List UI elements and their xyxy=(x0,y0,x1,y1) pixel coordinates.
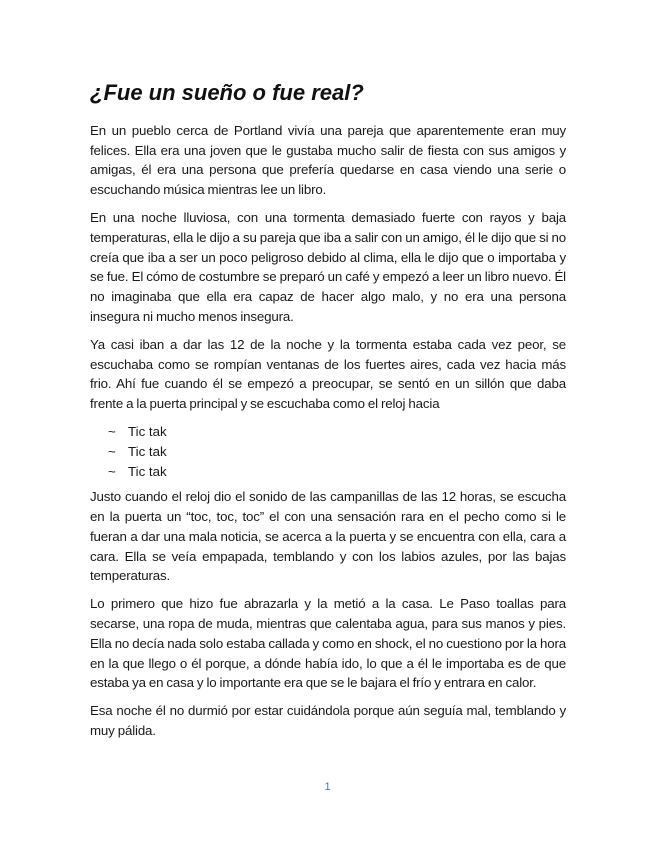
paragraph: Lo primero que hizo fue abrazarla y la metió a la casa. Le Paso toallas para secarse, una ropa de muda, mientras que calentaba agua, para sus manos y pies. Ella no decía nada solo estaba callada y como en shock, el no cuestiono por la hora en la que llego o él porque, a dónde había ido, lo que a él le importaba es de que estaba ya en casa y lo importante era que se le bajara el frío y entrara en calor. xyxy=(90,596,566,691)
list-item xyxy=(108,442,566,462)
tilde-bullet-icon: ~ xyxy=(108,444,116,460)
paragraph: En una noche lluviosa, con una tormenta demasiado fuerte con rayos y baja temperaturas, ella le dijo a su pareja que iba a salir con un amigo, él le dijo que si no creía que iba a ser un poco peligroso debido al clima, ella le dijo que o importaba y se fue. El cómo de costumbre se preparó un café y empezó a leer un libro nuevo. Él no imaginaba que ella era capaz de hacer algo malo, y no era una persona insegura ni mucho menos insegura. xyxy=(90,210,566,324)
list-item xyxy=(108,422,566,442)
list-item-text: Tic tak xyxy=(128,463,167,479)
page-number: 1 xyxy=(324,781,331,793)
paragraph: Ya casi iban a dar las 12 de la noche y la tormenta estaba cada vez peor, se escuchaba como se rompían ventanas de los fuertes aires, cada vez hacia más frio. Ahí fue cuando él se empezó a preocupar, se sentó en un sillón que daba frente a la puerta principal y se escuchaba como el reloj hacia xyxy=(90,337,566,412)
paragraph: Justo cuando el reloj dio el sonido de las campanillas de las 12 horas, se escucha en la puerta un “toc, toc, toc” el con una sensación rara en el pecho como si le fueran a dar una mala noticia, se acerca a la puerta y se encuentra con ella, cara a cara. Ella se veía empapada, temblando y con los labios azules, por las bajas temperaturas. xyxy=(90,489,566,584)
paragraph: Esa noche él no durmió por estar cuidándola porque aún seguía mal, temblando y muy pálida. xyxy=(90,703,566,739)
document-title: ¿Fue un sueño o fue real? xyxy=(90,80,364,105)
list-item xyxy=(108,462,566,482)
tilde-bullet-icon: ~ xyxy=(108,424,116,440)
paragraph: En un pueblo cerca de Portland vivía una pareja que aparentemente eran muy felices. Ella era una joven que le gustaba mucho salir de fiesta con sus amigos y amigas, él era una persona que prefería quedarse en casa viendo una serie o escuchando música mientras lee un libro. xyxy=(90,123,566,198)
list-item-text: Tic tak xyxy=(128,444,167,460)
tilde-bullet-icon: ~ xyxy=(108,463,116,479)
document-body xyxy=(90,78,566,749)
tic-tak-list xyxy=(90,422,566,481)
list-item-text: Tic tak xyxy=(128,424,167,440)
